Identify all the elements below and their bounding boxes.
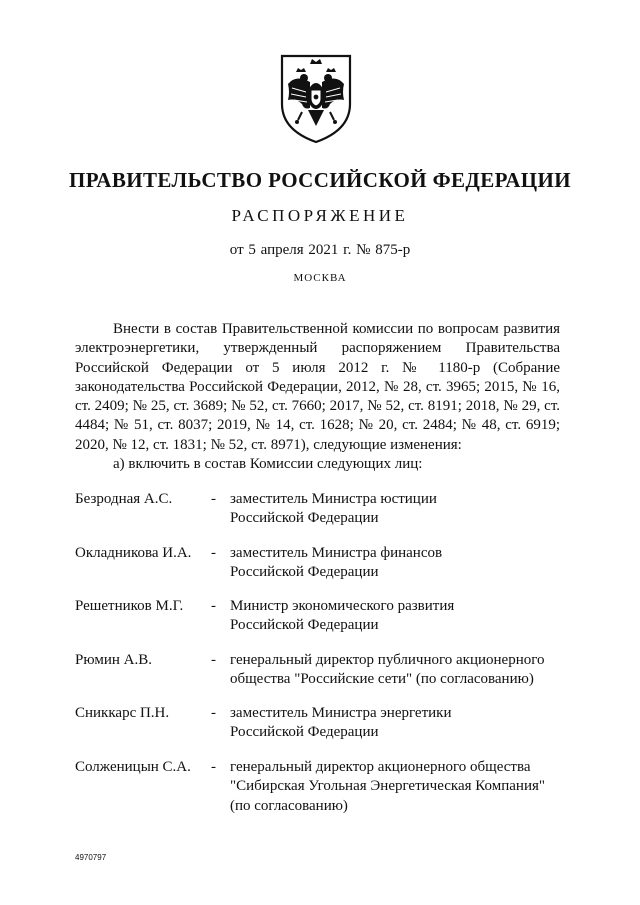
subitem-a: а) включить в состав Комиссии следующих лиц: <box>113 456 423 473</box>
member-role-line: "Сибирская Угольная Энергетическая Компания" <box>230 778 545 795</box>
member-role <box>230 651 570 690</box>
member-role <box>230 704 570 743</box>
member-role <box>230 597 570 636</box>
member-dash: - <box>211 652 216 668</box>
document-city: МОСКВА <box>293 272 347 284</box>
member-dash: - <box>211 598 216 614</box>
member-role-line: (по согласованию) <box>230 797 348 814</box>
member-role-line: Российской Федерации <box>230 564 379 581</box>
member-dash: - <box>211 705 216 721</box>
government-title: ПРАВИТЕЛЬСТВО РОССИЙСКОЙ ФЕДЕРАЦИИ <box>69 168 571 192</box>
member-role <box>230 544 570 583</box>
main-paragraph: Внести в состав Правительственной комиссии по вопросам развития электроэнергетики, утвержденный распоряжением Правительства Российской Федерации от 5 июля 2012 г. № 1180-р (Собрание законодательства Российской Федерации, 2012, № 28, ст. 3965; 2015, № 16, ст. 2409; № 25, ст. 3689; № 52, ст. 7660; 2017, № 52, ст. 8191; 2018, № 29, ст. 4484; № 51, ст. 8037; 2019, № 14, ст. 1628; № 20, ст. 2484; № 48, ст. 6919; 2020, № 12, ст. 1831; № 52, ст. 8971), следующие изменения: <box>75 321 560 453</box>
member-role-line: генеральный директор акционерного общества <box>230 759 531 775</box>
member-dash: - <box>211 491 216 507</box>
member-role <box>230 490 570 529</box>
document-body <box>75 320 560 474</box>
member-role-line: заместитель Министра финансов <box>230 545 443 561</box>
member-role-line: Министр экономического развития <box>230 598 455 614</box>
member-name: Окладникова И.А. <box>75 545 192 561</box>
member-name: Решетников М.Г. <box>75 598 184 614</box>
member-role-line: генеральный директор публичного акционерного <box>230 652 545 668</box>
member-role-line: Российской Федерации <box>230 510 379 527</box>
member-name: Безродная А.С. <box>75 491 173 507</box>
document-date-number: от 5 апреля 2021 г. № 875-р <box>229 242 411 258</box>
member-role-line: общества "Российские сети" (по согласованию) <box>230 671 534 688</box>
document-type: РАСПОРЯЖЕНИЕ <box>231 206 409 225</box>
member-name: Рюмин А.В. <box>75 652 152 668</box>
document-code: 4970797 <box>75 853 107 862</box>
member-role-line: Российской Федерации <box>230 617 379 634</box>
member-dash: - <box>211 545 216 561</box>
member-name: Сниккарс П.Н. <box>75 705 170 721</box>
coat-of-arms-emblem-icon <box>276 52 356 144</box>
member-dash: - <box>211 759 216 775</box>
member-role <box>230 758 570 816</box>
member-role-line: Российской Федерации <box>230 724 379 741</box>
member-name: Солженицын С.А. <box>75 759 191 775</box>
member-role-line: заместитель Министра энергетики <box>230 705 452 721</box>
member-role-line: заместитель Министра юстиции <box>230 491 437 507</box>
